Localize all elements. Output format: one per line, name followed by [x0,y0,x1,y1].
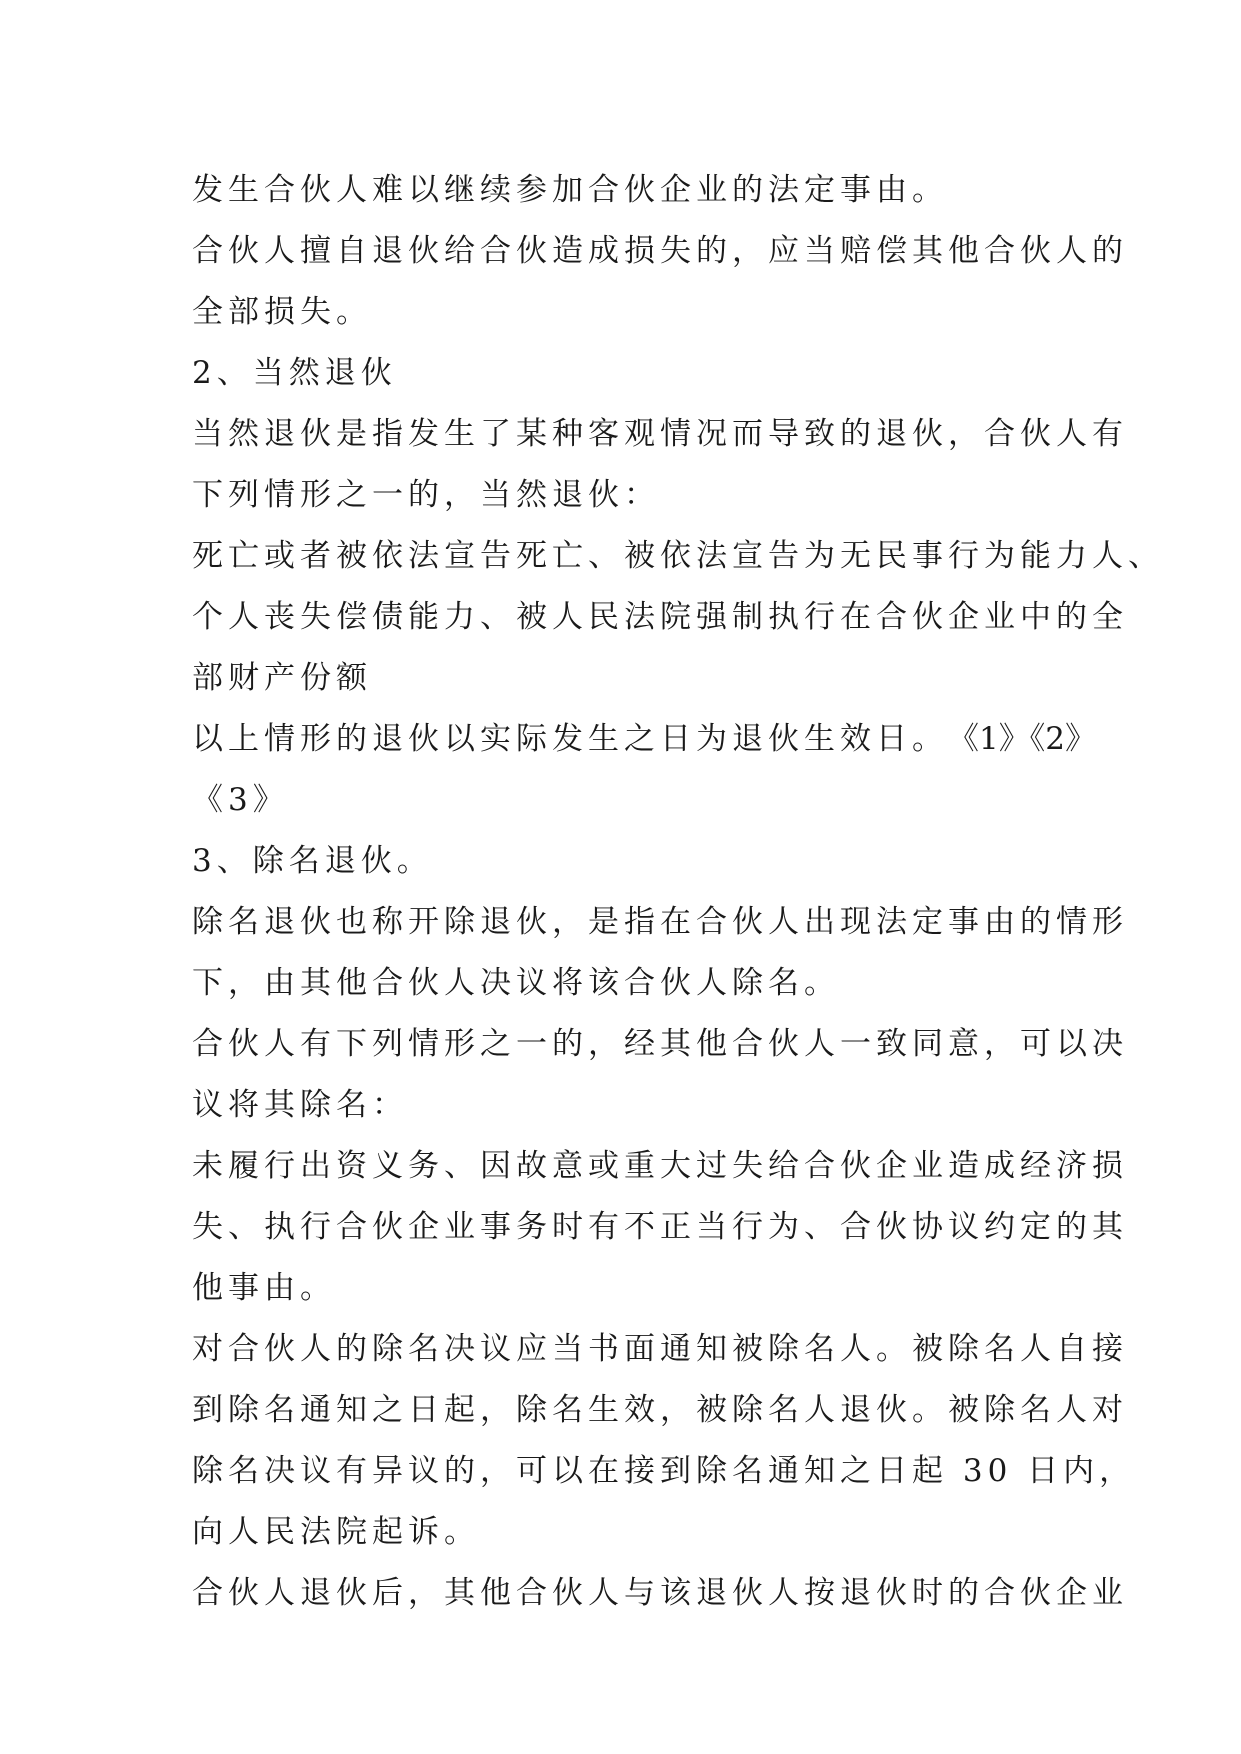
section-heading: 2、当然退伙 [192,355,397,391]
text-line-with-refs [192,709,1096,770]
text-line: 下，由其他合伙人决议将该合伙人除名。 [192,965,840,1001]
reference-marks: 《3》 [192,782,289,818]
text-line: 下列情形之一的，当然退伙： [192,477,660,513]
text-line: 当然退伙是指发生了某种客观情况而导致的退伙，合伙人有 [192,416,1128,452]
reference-marks: 《1》《2》 [948,721,1096,757]
text-line: 对合伙人的除名决议应当书面通知被除名人。被除名人自接 [192,1331,1128,1367]
text-line: 合伙人退伙后，其他合伙人与该退伙人按退伙时的合伙企业 [192,1575,1128,1611]
text-line: 议将其除名： [192,1087,408,1123]
text-line: 死亡或者被依法宣告死亡、被依法宣告为无民事行为能力人、 [192,538,1164,574]
text-line: 合伙人有下列情形之一的，经其他合伙人一致同意，可以决 [192,1026,1128,1062]
text-line: 未履行出资义务、因故意或重大过失给合伙企业造成经济损 [192,1148,1128,1184]
text-line: 失、执行合伙企业事务时有不正当行为、合伙协议约定的其 [192,1209,1128,1245]
text-line: 合伙人擅自退伙给合伙造成损失的，应当赔偿其他合伙人的 [192,233,1128,269]
text-line: 全部损失。 [192,294,372,330]
text-line: 他事由。 [192,1270,336,1306]
text-line: 个人丧失偿债能力、被人民法院强制执行在合伙企业中的全 [192,599,1128,635]
text-line: 除名退伙也称开除退伙，是指在合伙人出现法定事由的情形 [192,904,1128,940]
text-line: 向人民法院起诉。 [192,1514,480,1550]
section-heading: 3、除名退伙。 [192,843,433,879]
text-line: 以上情形的退伙以实际发生之日为退伙生效日。 [192,721,948,757]
text-line: 除名决议有异议的，可以在接到除名通知之日起 30 日内， [192,1453,1136,1489]
text-line: 到除名通知之日起，除名生效，被除名人退伙。被除名人对 [192,1392,1128,1428]
text-line: 部财产份额 [192,660,372,696]
body-text [192,160,1164,1624]
text-line: 发生合伙人难以继续参加合伙企业的法定事由。 [192,172,948,208]
